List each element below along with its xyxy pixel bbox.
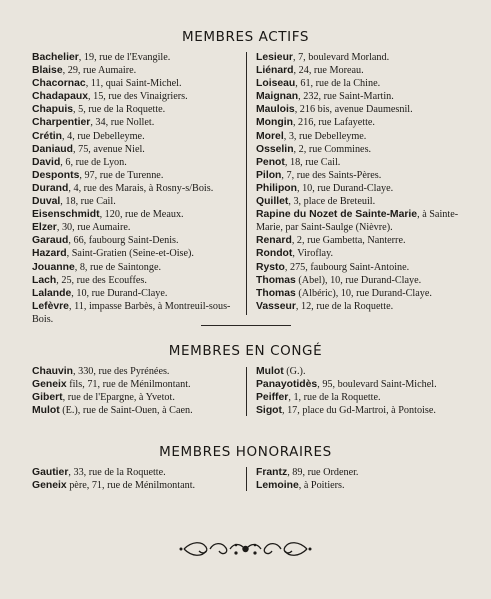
member-name: Hazard	[32, 248, 67, 260]
member-entry	[32, 156, 240, 169]
member-address: , 10, rue Durand-Claye.	[71, 287, 168, 299]
member-name: Vasseur	[256, 300, 296, 312]
member-entry	[32, 234, 240, 247]
member-address: , 4, rue des Marais, à Rosny-s/Bois.	[68, 182, 214, 194]
member-address: , 29, rue Aumaire.	[62, 65, 137, 77]
conge-right-column	[256, 365, 464, 417]
member-entry	[256, 90, 464, 103]
member-entry	[256, 261, 464, 274]
member-name: Rysto	[256, 261, 285, 273]
member-name: Lefèvre	[32, 300, 69, 312]
member-name: Jouanne	[32, 261, 75, 273]
member-address: , 89, rue Ordener.	[287, 467, 359, 478]
member-name: Loiseau	[256, 78, 296, 90]
member-address: (G.).	[283, 366, 306, 377]
section-title-honoraires: MEMBRES HONORAIRES	[159, 444, 332, 460]
member-address: , 97, rue de Turenne.	[79, 169, 164, 181]
member-entry	[256, 404, 464, 417]
member-address: , 30, rue Aumaire.	[56, 222, 131, 234]
member-address: père, 71, rue de Ménilmontant.	[66, 480, 196, 492]
member-entry	[256, 365, 464, 378]
member-name: Frantz	[256, 467, 288, 478]
member-address: , 61, rue de la Chine.	[295, 78, 381, 90]
member-name: Renard	[256, 235, 292, 247]
member-name: Mulot	[256, 366, 284, 377]
member-address: , 15, rue des Vinaigriers.	[88, 91, 188, 103]
member-entry	[32, 247, 240, 260]
member-address: , 6, rue de Lyon.	[60, 156, 127, 168]
member-address: , 330, rue des Pyrénées.	[73, 366, 170, 377]
member-entry	[32, 300, 240, 326]
member-entry	[32, 208, 240, 221]
member-name: Lalande	[32, 287, 72, 299]
member-entry	[256, 143, 464, 156]
member-address: , 12, rue de la Roquette.	[295, 300, 394, 312]
member-address: , 120, rue de Meaux.	[99, 209, 184, 221]
member-entry	[32, 391, 240, 404]
member-entry	[256, 156, 464, 169]
member-entry	[256, 378, 464, 391]
member-entry	[32, 169, 240, 182]
member-entry	[32, 365, 240, 378]
member-entry	[256, 116, 464, 129]
member-entry	[256, 64, 464, 77]
member-name: Sigot	[256, 405, 282, 417]
member-entry	[256, 195, 464, 208]
member-address: , 216, rue Lafayette.	[292, 117, 375, 129]
actifs-left-column	[32, 51, 240, 326]
member-address: , 2, rue Commines.	[293, 143, 372, 155]
member-name: Chadapaux	[32, 91, 89, 103]
member-name: Maulois	[256, 104, 295, 116]
member-name: Bachelier	[32, 52, 79, 63]
member-address: , 25, rue des Ecouffes.	[56, 274, 147, 286]
member-entry	[32, 274, 240, 287]
member-address: , Viroflay.	[292, 248, 334, 260]
section-separator	[201, 325, 291, 326]
member-name: Rondot	[256, 248, 293, 260]
honoraires-left-column	[32, 466, 240, 492]
member-address: fils, 71, rue de Ménilmontant.	[66, 379, 191, 391]
member-address: , 66, faubourg Saint-Denis.	[68, 235, 179, 247]
section-title-conge: MEMBRES EN CONGÉ	[168, 343, 323, 359]
member-entry	[256, 182, 464, 195]
member-address: , 7, rue des Saints-Pères.	[281, 169, 382, 181]
member-address: (Albéric), 10, rue Durand-Claye.	[295, 287, 432, 299]
member-address: , 275, faubourg Saint-Antoine.	[284, 261, 410, 273]
member-name: Panayotidès	[256, 379, 318, 391]
member-address: , à Poitiers.	[298, 480, 345, 492]
member-address: , 7, boulevard Morland.	[292, 52, 390, 63]
column-divider	[246, 52, 247, 315]
member-entry	[256, 103, 464, 116]
member-entry	[32, 143, 240, 156]
member-address: , rue de l'Epargne, à Yvetot.	[62, 392, 175, 404]
member-name: Thomas	[256, 287, 296, 299]
member-name: Mulot	[32, 405, 60, 417]
member-name: Mongin	[256, 117, 293, 129]
member-name: Lesieur	[256, 52, 293, 63]
member-address: , 2, rue Gambetta, Nanterre.	[291, 235, 406, 247]
member-address: , 34, rue Nollet.	[90, 117, 155, 129]
ornament-flourish-icon	[0, 538, 491, 565]
column-divider	[246, 367, 247, 416]
member-entry	[256, 51, 464, 64]
member-name: Lemoine	[256, 480, 299, 492]
actifs-right-column	[256, 51, 464, 313]
member-address: , 4, rue Debelleyme.	[62, 130, 145, 142]
member-name: Duval	[32, 196, 61, 208]
member-name: Chacornac	[32, 78, 86, 90]
member-entry	[256, 169, 464, 182]
member-name: Morel	[256, 130, 284, 142]
member-name: Durand	[32, 182, 69, 194]
member-entry	[256, 287, 464, 300]
member-name: Gibert	[32, 392, 63, 404]
member-address: , 216 bis, avenue Daumesnil.	[294, 104, 413, 116]
member-entry	[32, 130, 240, 143]
member-name: Thomas	[256, 274, 296, 286]
honoraires-right-column	[256, 466, 464, 492]
member-entry	[32, 182, 240, 195]
member-name: Maignan	[256, 91, 299, 103]
member-address: , 3, place de Breteuil.	[288, 196, 376, 208]
member-address: , Saint-Gratien (Seine-et-Oise).	[66, 248, 194, 260]
member-name: Peiffer	[256, 392, 289, 404]
member-name: Desponts	[32, 169, 80, 181]
member-name: Blaise	[32, 65, 63, 77]
member-address: , 18, rue Cail.	[60, 196, 116, 208]
member-name: Garaud	[32, 235, 69, 247]
member-address: , 17, place du Gd-Martroi, à Pontoise.	[281, 405, 436, 417]
member-entry	[256, 300, 464, 313]
member-entry	[256, 466, 464, 479]
member-address: , 232, rue Saint-Martin.	[298, 91, 394, 103]
member-entry	[256, 479, 464, 492]
member-address: , 75, avenue Niel.	[73, 143, 145, 155]
member-name: Chauvin	[32, 366, 73, 377]
member-name: Daniaud	[32, 143, 73, 155]
member-entry	[256, 234, 464, 247]
member-address: , 18, rue Cail.	[284, 156, 341, 168]
member-address: (E.), rue de Saint-Ouen, à Caen.	[59, 405, 193, 417]
member-entry	[32, 378, 240, 391]
member-address: , 10, rue Durand-Claye.	[296, 182, 394, 194]
member-name: Geneix	[32, 379, 67, 391]
member-name: Lach	[32, 274, 57, 286]
member-entry	[32, 287, 240, 300]
member-name: Chapuis	[32, 104, 73, 116]
member-entry	[256, 208, 464, 234]
member-name: Geneix	[32, 480, 67, 492]
member-address: , 19, rue de l'Evangile.	[78, 52, 171, 63]
member-entry	[32, 466, 240, 479]
member-name: Penot	[256, 156, 285, 168]
member-name: Eisenschmidt	[32, 209, 100, 221]
member-address: , 1, rue de la Roquette.	[288, 392, 381, 404]
conge-left-column	[32, 365, 240, 417]
member-name: David	[32, 156, 61, 168]
member-entry	[32, 77, 240, 90]
member-entry	[32, 90, 240, 103]
member-name: Liénard	[256, 65, 294, 77]
member-entry	[32, 103, 240, 116]
member-entry	[256, 130, 464, 143]
member-entry	[32, 261, 240, 274]
member-name: Quillet	[256, 196, 289, 208]
member-name: Gautier	[32, 467, 69, 478]
member-address: , à Sainte-Marie, par Saint-Saulge (Nièvre).	[256, 209, 459, 234]
member-address: , 11, impasse Barbès, à Montreuil-sous-Bois.	[32, 300, 231, 325]
section-title-actifs: MEMBRES ACTIFS	[181, 29, 309, 45]
member-entry	[256, 77, 464, 90]
member-entry	[32, 221, 240, 234]
member-entry	[256, 391, 464, 404]
member-name: Crétin	[32, 130, 63, 142]
member-entry	[32, 51, 240, 64]
member-name: Rapine du Nozet de Sainte-Marie	[256, 209, 418, 221]
member-name: Osselin	[256, 143, 294, 155]
member-address: , 24, rue Moreau.	[293, 65, 364, 77]
member-name: Elzer	[32, 222, 57, 234]
member-address: , 11, quai Saint-Michel.	[85, 78, 182, 90]
member-entry	[32, 116, 240, 129]
member-address: , 95, boulevard Saint-Michel.	[317, 379, 437, 391]
member-name: Charpentier	[32, 117, 91, 129]
column-divider	[246, 467, 247, 491]
member-address: (Abel), 10, rue Durand-Claye.	[295, 274, 422, 286]
member-entry	[32, 195, 240, 208]
member-address: , 5, rue de la Roquette.	[73, 104, 166, 116]
member-name: Pilon	[256, 169, 282, 181]
member-entry	[256, 274, 464, 287]
member-entry	[32, 64, 240, 77]
member-address: , 8, rue de Saintonge.	[74, 261, 162, 273]
member-name: Philipon	[256, 182, 297, 194]
member-address: , 33, rue de la Roquette.	[68, 467, 166, 478]
member-address: , 3, rue Debelleyme.	[283, 130, 367, 142]
member-entry	[256, 247, 464, 260]
member-entry	[32, 479, 240, 492]
member-entry	[32, 404, 240, 417]
